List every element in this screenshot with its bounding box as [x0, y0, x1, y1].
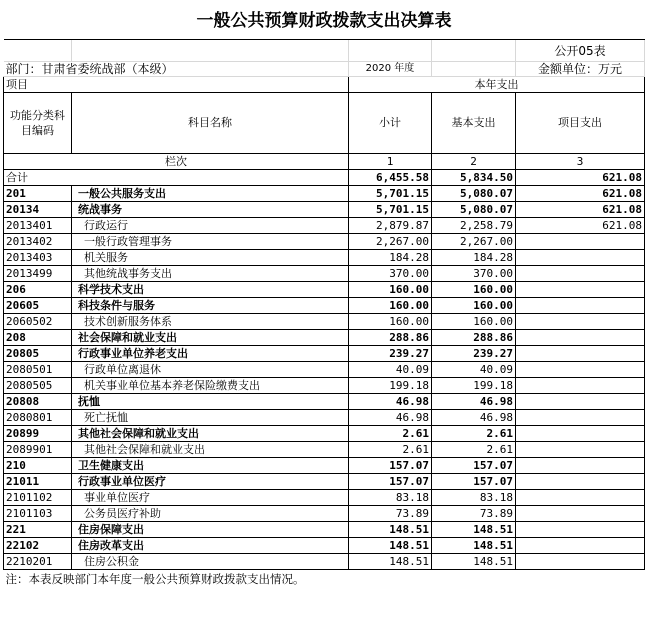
page-title: 一般公共预算财政拨款支出决算表	[4, 3, 645, 40]
col-index-2: 2	[432, 154, 516, 170]
row-basic: 148.51	[432, 522, 516, 538]
row-name: 住房改革支出	[72, 538, 349, 554]
table-row	[4, 314, 645, 330]
row-basic: 239.27	[432, 346, 516, 362]
total-project: 621.08	[516, 170, 645, 186]
row-subtotal: 239.27	[349, 346, 432, 362]
table-code: 公开05表	[516, 40, 645, 62]
row-basic: 184.28	[432, 250, 516, 266]
year-label: 2020 年度	[349, 62, 432, 77]
row-project	[516, 506, 645, 522]
table-row	[4, 554, 645, 570]
table-row	[4, 250, 645, 266]
row-code: 208	[4, 330, 72, 346]
row-project	[516, 282, 645, 298]
row-code: 2210201	[4, 554, 72, 570]
row-code: 20605	[4, 298, 72, 314]
row-basic: 5,080.07	[432, 186, 516, 202]
unit-label: 金额单位：万元	[516, 62, 645, 77]
row-project	[516, 554, 645, 570]
row-name: 一般公共服务支出	[72, 186, 349, 202]
row-basic: 73.89	[432, 506, 516, 522]
row-name: 机关服务	[72, 250, 349, 266]
row-name: 行政单位离退休	[72, 362, 349, 378]
row-name: 统战事务	[72, 202, 349, 218]
spreadsheet	[3, 3, 644, 587]
row-subtotal: 40.09	[349, 362, 432, 378]
row-subtotal: 160.00	[349, 298, 432, 314]
row-basic: 199.18	[432, 378, 516, 394]
row-subtotal: 199.18	[349, 378, 432, 394]
row-subtotal: 5,701.15	[349, 202, 432, 218]
row-code: 22102	[4, 538, 72, 554]
row-code: 20134	[4, 202, 72, 218]
row-project	[516, 250, 645, 266]
header-code: 功能分类科目编码	[4, 93, 72, 154]
expenditure-table	[3, 3, 645, 587]
total-basic: 5,834.50	[432, 170, 516, 186]
row-code: 206	[4, 282, 72, 298]
row-basic: 46.98	[432, 394, 516, 410]
department-label: 部门：甘肃省委统战部（本级）	[4, 62, 349, 77]
row-code: 2089901	[4, 442, 72, 458]
row-code: 221	[4, 522, 72, 538]
table-row	[4, 458, 645, 474]
header-current-year: 本年支出	[349, 77, 645, 93]
row-code: 2013499	[4, 266, 72, 282]
table-row	[4, 394, 645, 410]
row-basic: 148.51	[432, 554, 516, 570]
row-basic: 148.51	[432, 538, 516, 554]
row-project	[516, 458, 645, 474]
row-subtotal: 148.51	[349, 554, 432, 570]
row-code: 20808	[4, 394, 72, 410]
row-basic: 157.07	[432, 474, 516, 490]
header-basic: 基本支出	[432, 93, 516, 154]
row-project	[516, 346, 645, 362]
row-name: 社会保障和就业支出	[72, 330, 349, 346]
row-subtotal: 2,267.00	[349, 234, 432, 250]
row-basic: 160.00	[432, 282, 516, 298]
table-row	[4, 266, 645, 282]
row-project	[516, 394, 645, 410]
row-project	[516, 314, 645, 330]
row-project	[516, 298, 645, 314]
row-project	[516, 410, 645, 426]
row-subtotal: 73.89	[349, 506, 432, 522]
header-column-index: 栏次	[4, 154, 349, 170]
row-name: 其他统战事务支出	[72, 266, 349, 282]
row-subtotal: 148.51	[349, 522, 432, 538]
row-subtotal: 5,701.15	[349, 186, 432, 202]
row-code: 2080801	[4, 410, 72, 426]
row-code: 21011	[4, 474, 72, 490]
row-subtotal: 2.61	[349, 426, 432, 442]
table-row	[4, 362, 645, 378]
row-project	[516, 378, 645, 394]
row-code: 2080505	[4, 378, 72, 394]
row-project	[516, 362, 645, 378]
row-code: 210	[4, 458, 72, 474]
row-name: 住房公积金	[72, 554, 349, 570]
row-project	[516, 426, 645, 442]
row-project	[516, 538, 645, 554]
table-row	[4, 202, 645, 218]
row-basic: 2,267.00	[432, 234, 516, 250]
row-basic: 2.61	[432, 426, 516, 442]
row-code: 2080501	[4, 362, 72, 378]
row-subtotal: 157.07	[349, 474, 432, 490]
row-name: 科学技术支出	[72, 282, 349, 298]
row-project	[516, 234, 645, 250]
table-row	[4, 426, 645, 442]
row-name: 卫生健康支出	[72, 458, 349, 474]
row-name: 技术创新服务体系	[72, 314, 349, 330]
table-row	[4, 474, 645, 490]
table-row	[4, 186, 645, 202]
row-name: 行政事业单位养老支出	[72, 346, 349, 362]
table-row	[4, 330, 645, 346]
row-name: 抚恤	[72, 394, 349, 410]
table-row	[4, 218, 645, 234]
row-subtotal: 160.00	[349, 314, 432, 330]
row-project	[516, 266, 645, 282]
row-project	[516, 330, 645, 346]
table-row	[4, 346, 645, 362]
row-subtotal: 370.00	[349, 266, 432, 282]
row-name: 事业单位医疗	[72, 490, 349, 506]
table-note: 注：本表反映部门本年度一般公共预算财政拨款支出情况。	[5, 571, 305, 586]
row-basic: 46.98	[432, 410, 516, 426]
row-subtotal: 46.98	[349, 394, 432, 410]
row-name: 死亡抚恤	[72, 410, 349, 426]
table-row	[4, 538, 645, 554]
row-basic: 157.07	[432, 458, 516, 474]
row-name: 机关事业单位基本养老保险缴费支出	[72, 378, 349, 394]
row-code: 20805	[4, 346, 72, 362]
table-row	[4, 298, 645, 314]
header-item: 项目	[4, 77, 349, 93]
row-code: 201	[4, 186, 72, 202]
row-basic: 2,258.79	[432, 218, 516, 234]
total-subtotal: 6,455.58	[349, 170, 432, 186]
row-name: 住房保障支出	[72, 522, 349, 538]
table-row	[4, 522, 645, 538]
row-basic: 40.09	[432, 362, 516, 378]
row-basic: 2.61	[432, 442, 516, 458]
table-row	[4, 378, 645, 394]
row-name: 科技条件与服务	[72, 298, 349, 314]
row-code: 20899	[4, 426, 72, 442]
row-basic: 370.00	[432, 266, 516, 282]
header-subtotal: 小计	[349, 93, 432, 154]
row-code: 2101102	[4, 490, 72, 506]
row-subtotal: 184.28	[349, 250, 432, 266]
total-label: 合计	[4, 170, 349, 186]
row-code: 2013401	[4, 218, 72, 234]
row-subtotal: 160.00	[349, 282, 432, 298]
row-project	[516, 490, 645, 506]
row-subtotal: 148.51	[349, 538, 432, 554]
row-subtotal: 288.86	[349, 330, 432, 346]
row-code: 2013403	[4, 250, 72, 266]
table-row	[4, 506, 645, 522]
row-project	[516, 474, 645, 490]
row-name: 其他社会保障和就业支出	[72, 442, 349, 458]
row-subtotal: 157.07	[349, 458, 432, 474]
row-subtotal: 2.61	[349, 442, 432, 458]
row-basic: 160.00	[432, 298, 516, 314]
table-row	[4, 442, 645, 458]
row-code: 2101103	[4, 506, 72, 522]
table-row	[4, 490, 645, 506]
header-project: 项目支出	[516, 93, 645, 154]
row-basic: 160.00	[432, 314, 516, 330]
table-row	[4, 282, 645, 298]
row-project	[516, 442, 645, 458]
row-name: 一般行政管理事务	[72, 234, 349, 250]
header-name: 科目名称	[72, 93, 349, 154]
row-project	[516, 522, 645, 538]
row-basic: 5,080.07	[432, 202, 516, 218]
table-row	[4, 234, 645, 250]
row-name: 其他社会保障和就业支出	[72, 426, 349, 442]
row-project: 621.08	[516, 202, 645, 218]
row-code: 2060502	[4, 314, 72, 330]
table-row	[4, 410, 645, 426]
row-subtotal: 83.18	[349, 490, 432, 506]
row-subtotal: 2,879.87	[349, 218, 432, 234]
col-index-1: 1	[349, 154, 432, 170]
row-code: 2013402	[4, 234, 72, 250]
row-project: 621.08	[516, 218, 645, 234]
row-name: 行政事业单位医疗	[72, 474, 349, 490]
col-index-3: 3	[516, 154, 645, 170]
row-name: 公务员医疗补助	[72, 506, 349, 522]
row-basic: 83.18	[432, 490, 516, 506]
row-subtotal: 46.98	[349, 410, 432, 426]
row-name: 行政运行	[72, 218, 349, 234]
row-basic: 288.86	[432, 330, 516, 346]
row-project: 621.08	[516, 186, 645, 202]
